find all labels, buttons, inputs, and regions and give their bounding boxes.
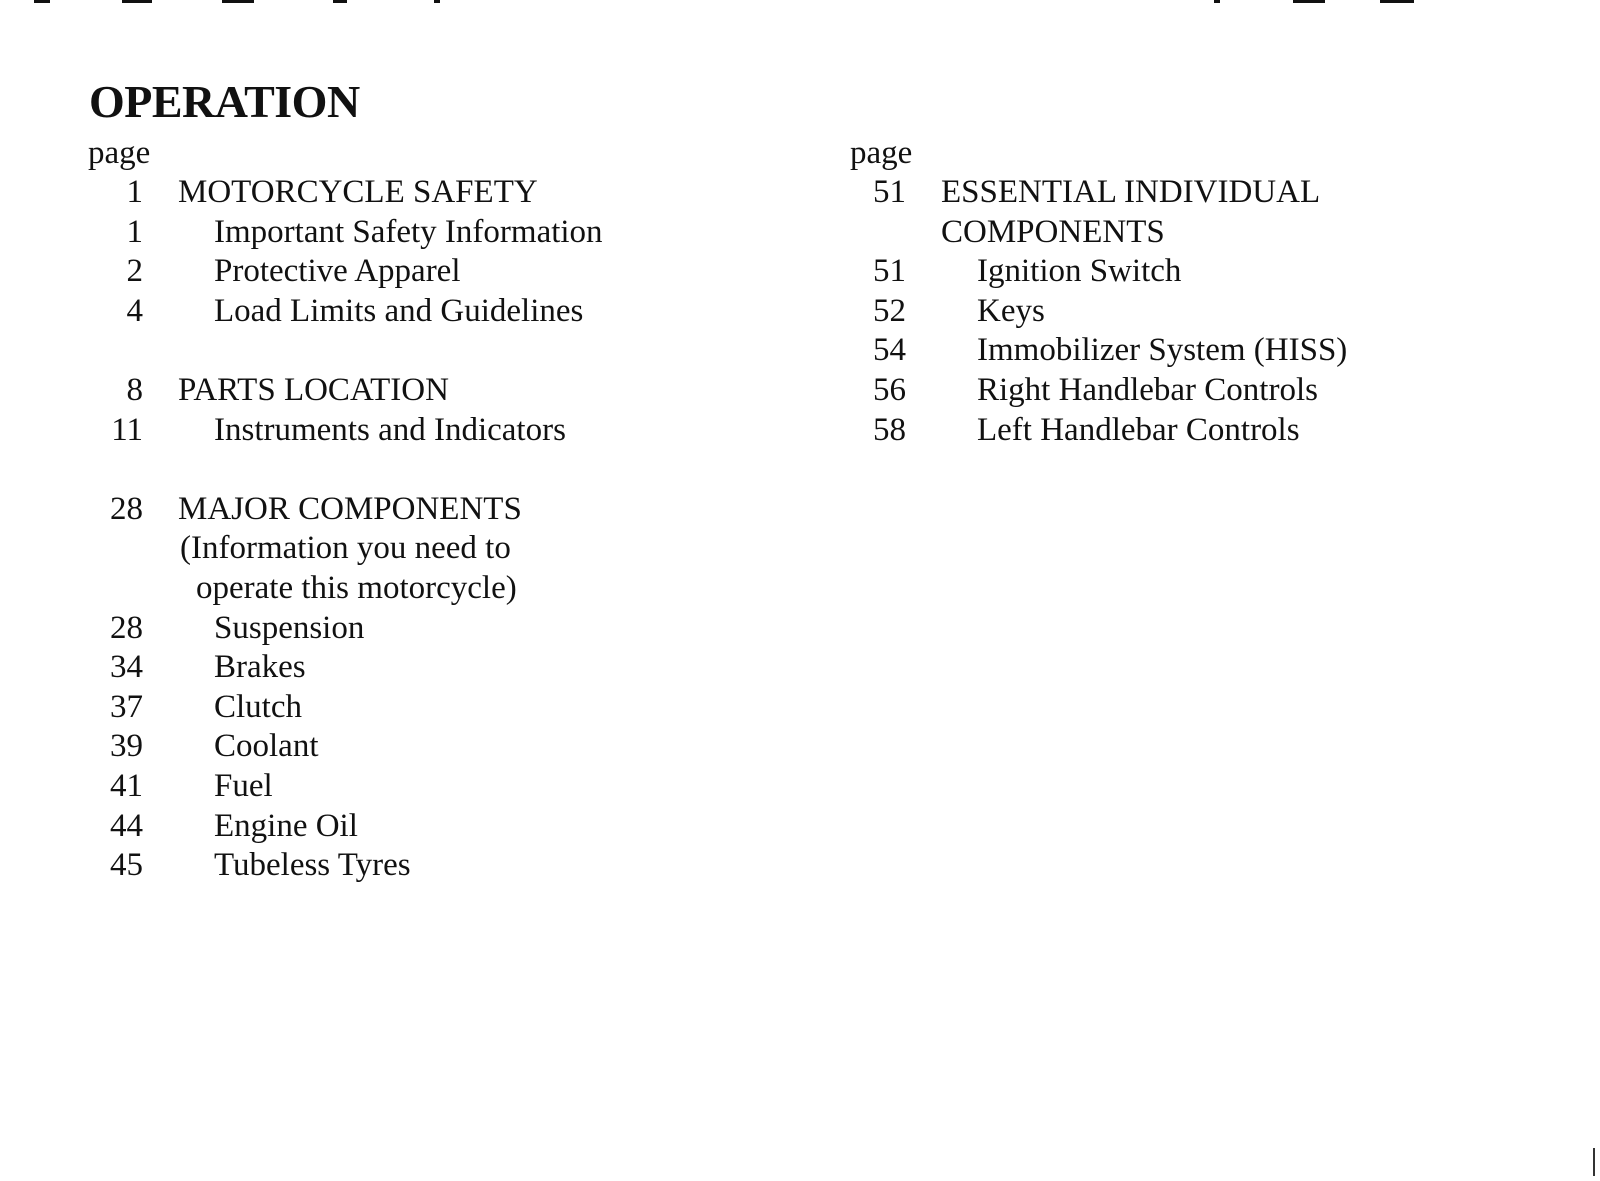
toc-subsection-entry[interactable] — [850, 371, 1590, 411]
toc-entries — [88, 173, 828, 886]
crop-mark — [434, 0, 440, 3]
toc-page-number: 28 — [110, 609, 143, 646]
toc-entry-line: Keys — [977, 292, 1045, 329]
toc-entry-title — [906, 371, 1318, 411]
toc-entry-line: Immobilizer System (HISS) — [977, 332, 1348, 369]
toc-subsection-entry[interactable] — [88, 727, 828, 767]
toc-entry-title — [143, 767, 273, 807]
toc-subsection-entry[interactable] — [88, 411, 828, 451]
toc-entry-line: Brakes — [214, 649, 306, 686]
group-spacer — [88, 450, 828, 490]
toc-entry-line: Suspension — [214, 609, 365, 646]
toc-page-number: 37 — [110, 688, 143, 725]
toc-entry-line: Protective Apparel — [214, 253, 461, 290]
toc-page-number: 56 — [873, 371, 906, 408]
toc-page-number: 51 — [873, 253, 906, 290]
toc-subsection-entry[interactable] — [850, 331, 1590, 371]
page-title: OPERATION — [89, 76, 360, 127]
toc-entry-line: (Information you need to — [180, 530, 511, 567]
crop-mark — [1293, 0, 1325, 3]
toc-subsection-entry[interactable] — [88, 292, 828, 332]
toc-right-column — [850, 133, 1590, 450]
toc-section-entry[interactable] — [88, 173, 828, 213]
toc-page-number: 11 — [111, 411, 143, 448]
toc-entry-title — [143, 727, 319, 767]
toc-page-number: 34 — [110, 649, 143, 686]
toc-page-number: 58 — [873, 411, 906, 448]
toc-subsection-entry[interactable] — [88, 252, 828, 292]
group-spacer — [88, 331, 828, 371]
toc-subsection-entry[interactable] — [88, 807, 828, 847]
toc-entry-title — [143, 846, 411, 886]
toc-page-number: 41 — [110, 767, 143, 804]
toc-subsection-entry[interactable] — [88, 688, 828, 728]
crop-mark — [1214, 0, 1220, 3]
crop-mark — [122, 0, 152, 3]
toc-entry-title — [906, 173, 1320, 252]
toc-entry-title — [143, 648, 306, 688]
toc-entry-line: MAJOR COMPONENTS — [178, 490, 522, 527]
toc-entry-title — [143, 490, 522, 609]
toc-entry-title — [906, 292, 1045, 332]
toc-page-number: 39 — [110, 728, 143, 765]
toc-entry-title — [143, 371, 449, 411]
toc-entry-line: Fuel — [214, 767, 273, 804]
toc-page-number: 1 — [126, 213, 143, 250]
toc-section-entry[interactable] — [850, 173, 1590, 252]
toc-subsection-entry[interactable] — [88, 648, 828, 688]
toc-entry-title — [143, 292, 583, 332]
toc-entry-title — [906, 331, 1347, 371]
toc-page-number: 51 — [873, 174, 906, 210]
toc-entry-line: MOTORCYCLE SAFETY — [178, 174, 538, 210]
toc-page-number: 2 — [126, 253, 143, 290]
page-column-label: page — [850, 135, 913, 171]
toc-subsection-entry[interactable] — [850, 252, 1590, 292]
toc-entry-line: PARTS LOCATION — [178, 371, 449, 408]
toc-entry-title — [143, 609, 364, 649]
toc-entry-title — [143, 411, 566, 451]
toc-entry-line: Tubeless Tyres — [214, 847, 411, 884]
toc-left-column — [88, 133, 828, 886]
toc-entry-line: Load Limits and Guidelines — [214, 292, 584, 329]
toc-entry-line: Coolant — [214, 728, 319, 765]
toc-page-number: 44 — [110, 807, 143, 844]
toc-entry-line: Important Safety Information — [214, 213, 603, 250]
toc-entry-line: COMPONENTS — [941, 213, 1165, 250]
toc-entry-title — [906, 411, 1300, 451]
toc-entry-title — [143, 173, 538, 213]
toc-page-number: 45 — [110, 847, 143, 884]
toc-section-entry[interactable] — [88, 371, 828, 411]
toc-page-number: 52 — [873, 292, 906, 329]
top-crop-marks — [0, 0, 1600, 6]
toc-page-number: 54 — [873, 332, 906, 369]
toc-entry-title — [143, 807, 358, 847]
toc-entry-title — [143, 688, 302, 728]
toc-entry-line: Instruments and Indicators — [214, 411, 566, 448]
crop-mark — [1380, 0, 1414, 3]
crop-mark — [222, 0, 254, 3]
toc-entry-title — [143, 252, 461, 292]
page-column-label: page — [88, 135, 151, 171]
toc-entry-line: Right Handlebar Controls — [977, 371, 1318, 408]
toc-page-number: 8 — [126, 371, 143, 408]
toc-entry-line: Engine Oil — [214, 807, 358, 844]
crop-mark — [34, 0, 50, 3]
toc-entry-line: ESSENTIAL INDIVIDUAL — [941, 174, 1321, 210]
toc-subsection-entry[interactable] — [850, 292, 1590, 332]
toc-page-number: 4 — [126, 292, 143, 329]
toc-subsection-entry[interactable] — [88, 609, 828, 649]
toc-entry-line: Ignition Switch — [977, 253, 1182, 290]
toc-entry-line: operate this motorcycle) — [196, 569, 517, 606]
toc-entry-title — [143, 213, 603, 253]
toc-subsection-entry[interactable] — [88, 213, 828, 253]
toc-page-number: 1 — [126, 174, 143, 210]
toc-page-number: 28 — [110, 490, 143, 527]
toc-subsection-entry[interactable] — [88, 846, 828, 886]
toc-entry-line: Left Handlebar Controls — [977, 411, 1300, 448]
toc-entries — [850, 173, 1590, 450]
toc-entry-line: Clutch — [214, 688, 302, 725]
crop-mark — [333, 0, 347, 3]
toc-subsection-entry[interactable] — [850, 411, 1590, 451]
toc-section-entry[interactable] — [88, 490, 828, 609]
toc-subsection-entry[interactable] — [88, 767, 828, 807]
toc-entry-title — [906, 252, 1181, 292]
page-edge-mark — [1593, 1148, 1595, 1176]
